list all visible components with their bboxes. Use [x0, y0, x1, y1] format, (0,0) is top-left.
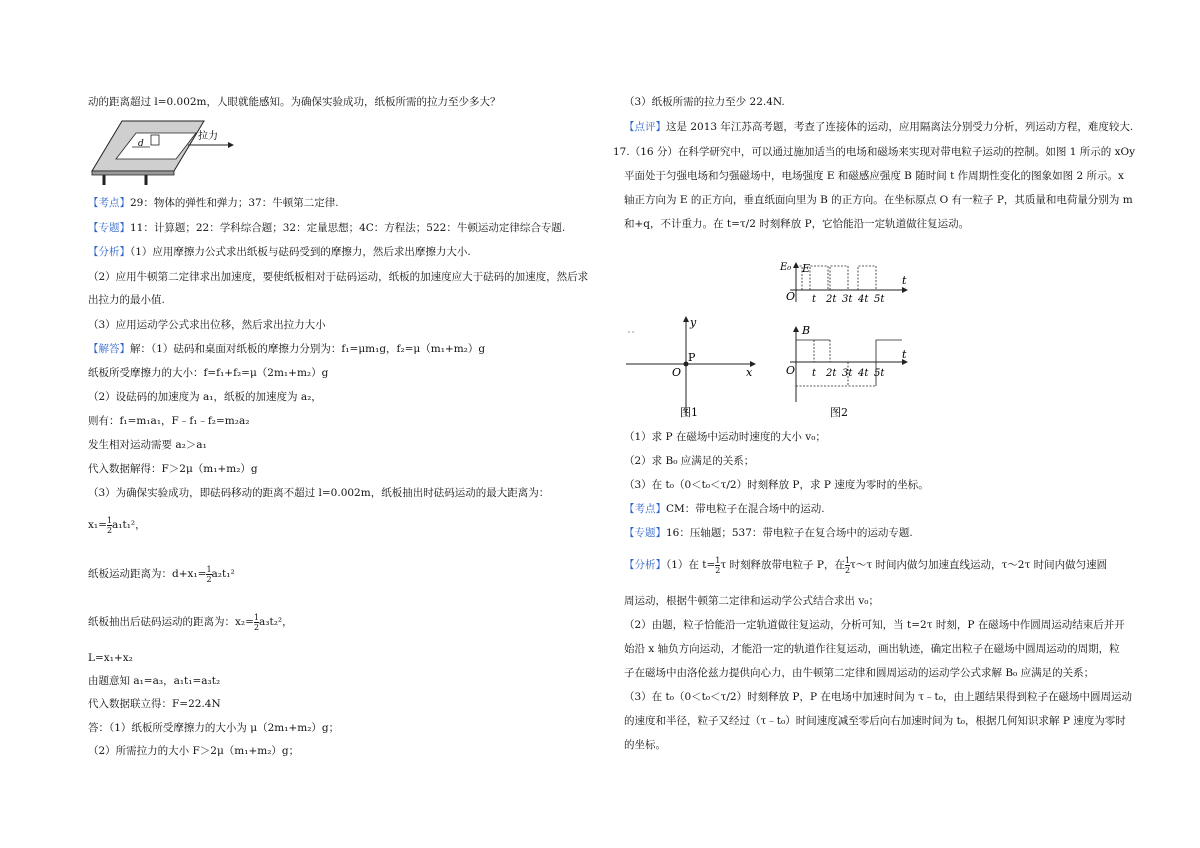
jieda-4: 则有：f₁=m₁a₁，F﹣f₁﹣f₂=m₂a₂: [88, 415, 250, 427]
fig2-tick-bottom-2: 3t: [842, 368, 853, 379]
fig-d-label: d: [138, 139, 144, 149]
fig2-tick-top-0: t: [812, 294, 817, 305]
jieda-2: 纸板所受摩擦力的大小：f=f₁+f₂=μ（2m₁+m₂）g: [88, 367, 329, 379]
fig2-tick-bottom-1: 2t: [826, 368, 837, 379]
problem-continuation: 动的距离超过 l=0.002m，人眼就能感知。为确保实验成功，纸板所需的拉力至少多大？: [88, 96, 501, 108]
fig1-caption: 图1: [680, 406, 698, 419]
jieda-11: 答：（1）纸板所受摩擦力的大小为 μ（2m₁+m₂）g；: [88, 722, 340, 734]
fig1-origin-label: O: [672, 366, 682, 379]
question-17-b: 平面处于匀强电场和匀强磁场中，电场强度 E 和磁感应强度 B 随时间 t 作周期性变化的图象如图 2 所示。x: [624, 170, 1124, 182]
fig2-t-label-top: t: [902, 274, 907, 287]
fig1-x-label: x: [746, 366, 753, 379]
equation-d: 纸板运动距离为：d+x₁= $\frac{1}{2}$ a₂t₁²: [88, 564, 235, 584]
fenxi-3: （3）应用运动学公式求出位移，然后求出拉力大小: [88, 319, 326, 331]
analysis-7: 的速度和半径，粒子又经过（τ﹣t₀）时间速度减至零后向右加速时间为 t₀，根据几何知识求解 P 速度为零时: [624, 715, 1126, 727]
fig1-p-label: P: [688, 351, 696, 364]
question-17-d: 和+q，不计重力。在 t=τ/2 时刻释放 P，它恰能沿一定轨道做往复运动。: [624, 218, 970, 230]
figure-1-coordinate-plane: [622, 312, 762, 422]
jieda-7: （3）为确保实验成功，即砝码移动的距离不超过 l=0.002m，纸板抽出时砝码运动的最大距离为：: [88, 487, 550, 499]
fig2-origin-bottom: O: [786, 364, 796, 377]
fig2-origin-top: O: [786, 290, 796, 303]
kaodian-line: 【考点】29：物体的弹性和弹力；37：牛顿第二定律.: [88, 197, 339, 209]
answer-3: （3）纸板所需的拉力至少 22.4N.: [624, 96, 785, 108]
fig2-caption: 图2: [830, 406, 848, 419]
analysis-3: （2）由题，粒子恰能沿一定轨道做往复运动，分析可知，当 t=2τ 时刻，P 在磁场中作圆周运动结束后并开: [624, 619, 1125, 631]
fenxi-line-right: 【分析】（1）在 t= $\frac{1}{2}$ τ 时刻释放带电粒子 P，在 $\frac{1}{2}$ τ～τ 时间内做匀加速直线运动，τ～2τ 时间内做匀速圆: [624, 555, 1108, 575]
analysis-5: 子在磁场中由洛伦兹力提供向心力，由牛顿第二定律和圆周运动的运动学公式求解 B₀ 应满足的关系；: [624, 667, 1095, 679]
fig2-tick-bottom-4: 5t: [874, 368, 885, 379]
equation-x1: x₁= $\frac{1}{2}$ a₁t₁²，: [88, 515, 146, 535]
jieda-9: 由题意知 a₁=a₃，a₁t₁=a₃t₂: [88, 675, 221, 687]
analysis-4: 始沿 x 轴负方向运动，才能沿一定的轨道作往复运动，画出轨迹，确定出粒子在磁场中圆周运动的周期，粒: [624, 643, 1120, 655]
fig2-tick-top-3: 4t: [858, 294, 869, 305]
fig2-B-label: B: [802, 324, 811, 337]
figure-2-field-graphs-drawing: [776, 262, 916, 422]
fig1-y-label: y: [690, 316, 697, 329]
analysis-8: 的坐标。: [624, 739, 666, 751]
jieda-6: 代入数据解得：F＞2μ（m₁+m₂）g: [88, 463, 258, 475]
table-plate-figure: [88, 115, 238, 187]
fig2-tick-bottom-0: t: [812, 368, 817, 379]
fig2-E0-label: E₀: [780, 262, 792, 273]
dianping-line: 【点评】这是 2013 年江苏高考题，考查了连接体的运动，应用隔离法分别受力分析，列运动方程，难度较大.: [624, 121, 1134, 133]
fig2-E-label: E: [802, 262, 811, 275]
kaodian-line-right: 【考点】CM：带电粒子在混合场中的运动.: [624, 503, 825, 515]
question-17-c: 轴正方向为 E 的正方向，垂直纸面向里为 B 的正方向。在坐标原点 O 有一粒子 P，其质量和电荷量分别为 m: [624, 194, 1133, 206]
zhuanti-line: 【专题】11：计算题；22：学科综合题；32：定量思想；4C：方程法；522：牛顿运动定律综合专题.: [88, 222, 566, 234]
jieda-8: L=x₁+x₂: [88, 652, 133, 664]
question-17-a: 17.（16 分）在科学研究中，可以通过施加适当的电场和磁场来实现对带电粒子运动的控制。如图 1 所示的 xOy: [613, 146, 1136, 158]
sub-question-1: （1）求 P 在磁场中运动时速度的大小 v₀；: [624, 431, 826, 443]
jieda-12: （2）所需拉力的大小 F＞2μ（m₁+m₂）g；: [88, 745, 300, 757]
fig-force-label: 拉力: [198, 131, 218, 142]
fenxi-line: 【分析】（1）应用摩擦力公式求出纸板与砝码受到的摩擦力，然后求出摩擦力大小.: [88, 246, 471, 258]
jieda-line: 【解答】解：（1）砝码和桌面对纸板的摩擦力分别为：f₁=μm₁g，f₂=μ（m₁+m₂）g: [88, 343, 486, 355]
zhuanti-line-right: 【专题】16：压轴题；537：带电粒子在复合场中的运动专题.: [624, 527, 913, 539]
jieda-10: 代入数据联立得：F=22.4N: [88, 698, 221, 710]
fig2-t-label-bottom: t: [902, 348, 907, 361]
fig2-tick-top-4: 5t: [874, 294, 885, 305]
analysis-2: 周运动，根据牛顿第二定律和运动学公式结合求出 v₀；: [624, 595, 879, 607]
fig2-tick-top-1: 2t: [826, 294, 837, 305]
sub-question-3: （3）在 t₀（0＜t₀＜τ/2）时刻释放 P，求 P 速度为零时的坐标。: [624, 479, 929, 491]
jieda-3: （2）设砝码的加速度为 a₁，纸板的加速度为 a₂，: [88, 391, 322, 403]
fig2-tick-top-2: 3t: [842, 294, 853, 305]
jieda-5: 发生相对运动需要 a₂＞a₁: [88, 439, 207, 451]
fenxi-2b: 出拉力的最小值.: [88, 294, 165, 306]
fig2-tick-bottom-3: 4t: [858, 368, 869, 379]
sub-question-2: （2）求 B₀ 应满足的关系；: [624, 455, 755, 467]
equation-x2: 纸板抽出后砝码运动的距离为：x₂= $\frac{1}{2}$ a₃t₂²，: [88, 612, 293, 632]
analysis-6: （3）在 t₀（0＜t₀＜τ/2）时刻释放 P，P 在电场中加速时间为 τ﹣t₀，由上题结果得到粒子在磁场中圆周运动: [624, 691, 1132, 703]
fenxi-2a: （2）应用牛顿第二定律求出加速度，要使纸板相对于砝码运动，纸板的加速度应大于砝码的加速度，然后求: [88, 271, 589, 283]
